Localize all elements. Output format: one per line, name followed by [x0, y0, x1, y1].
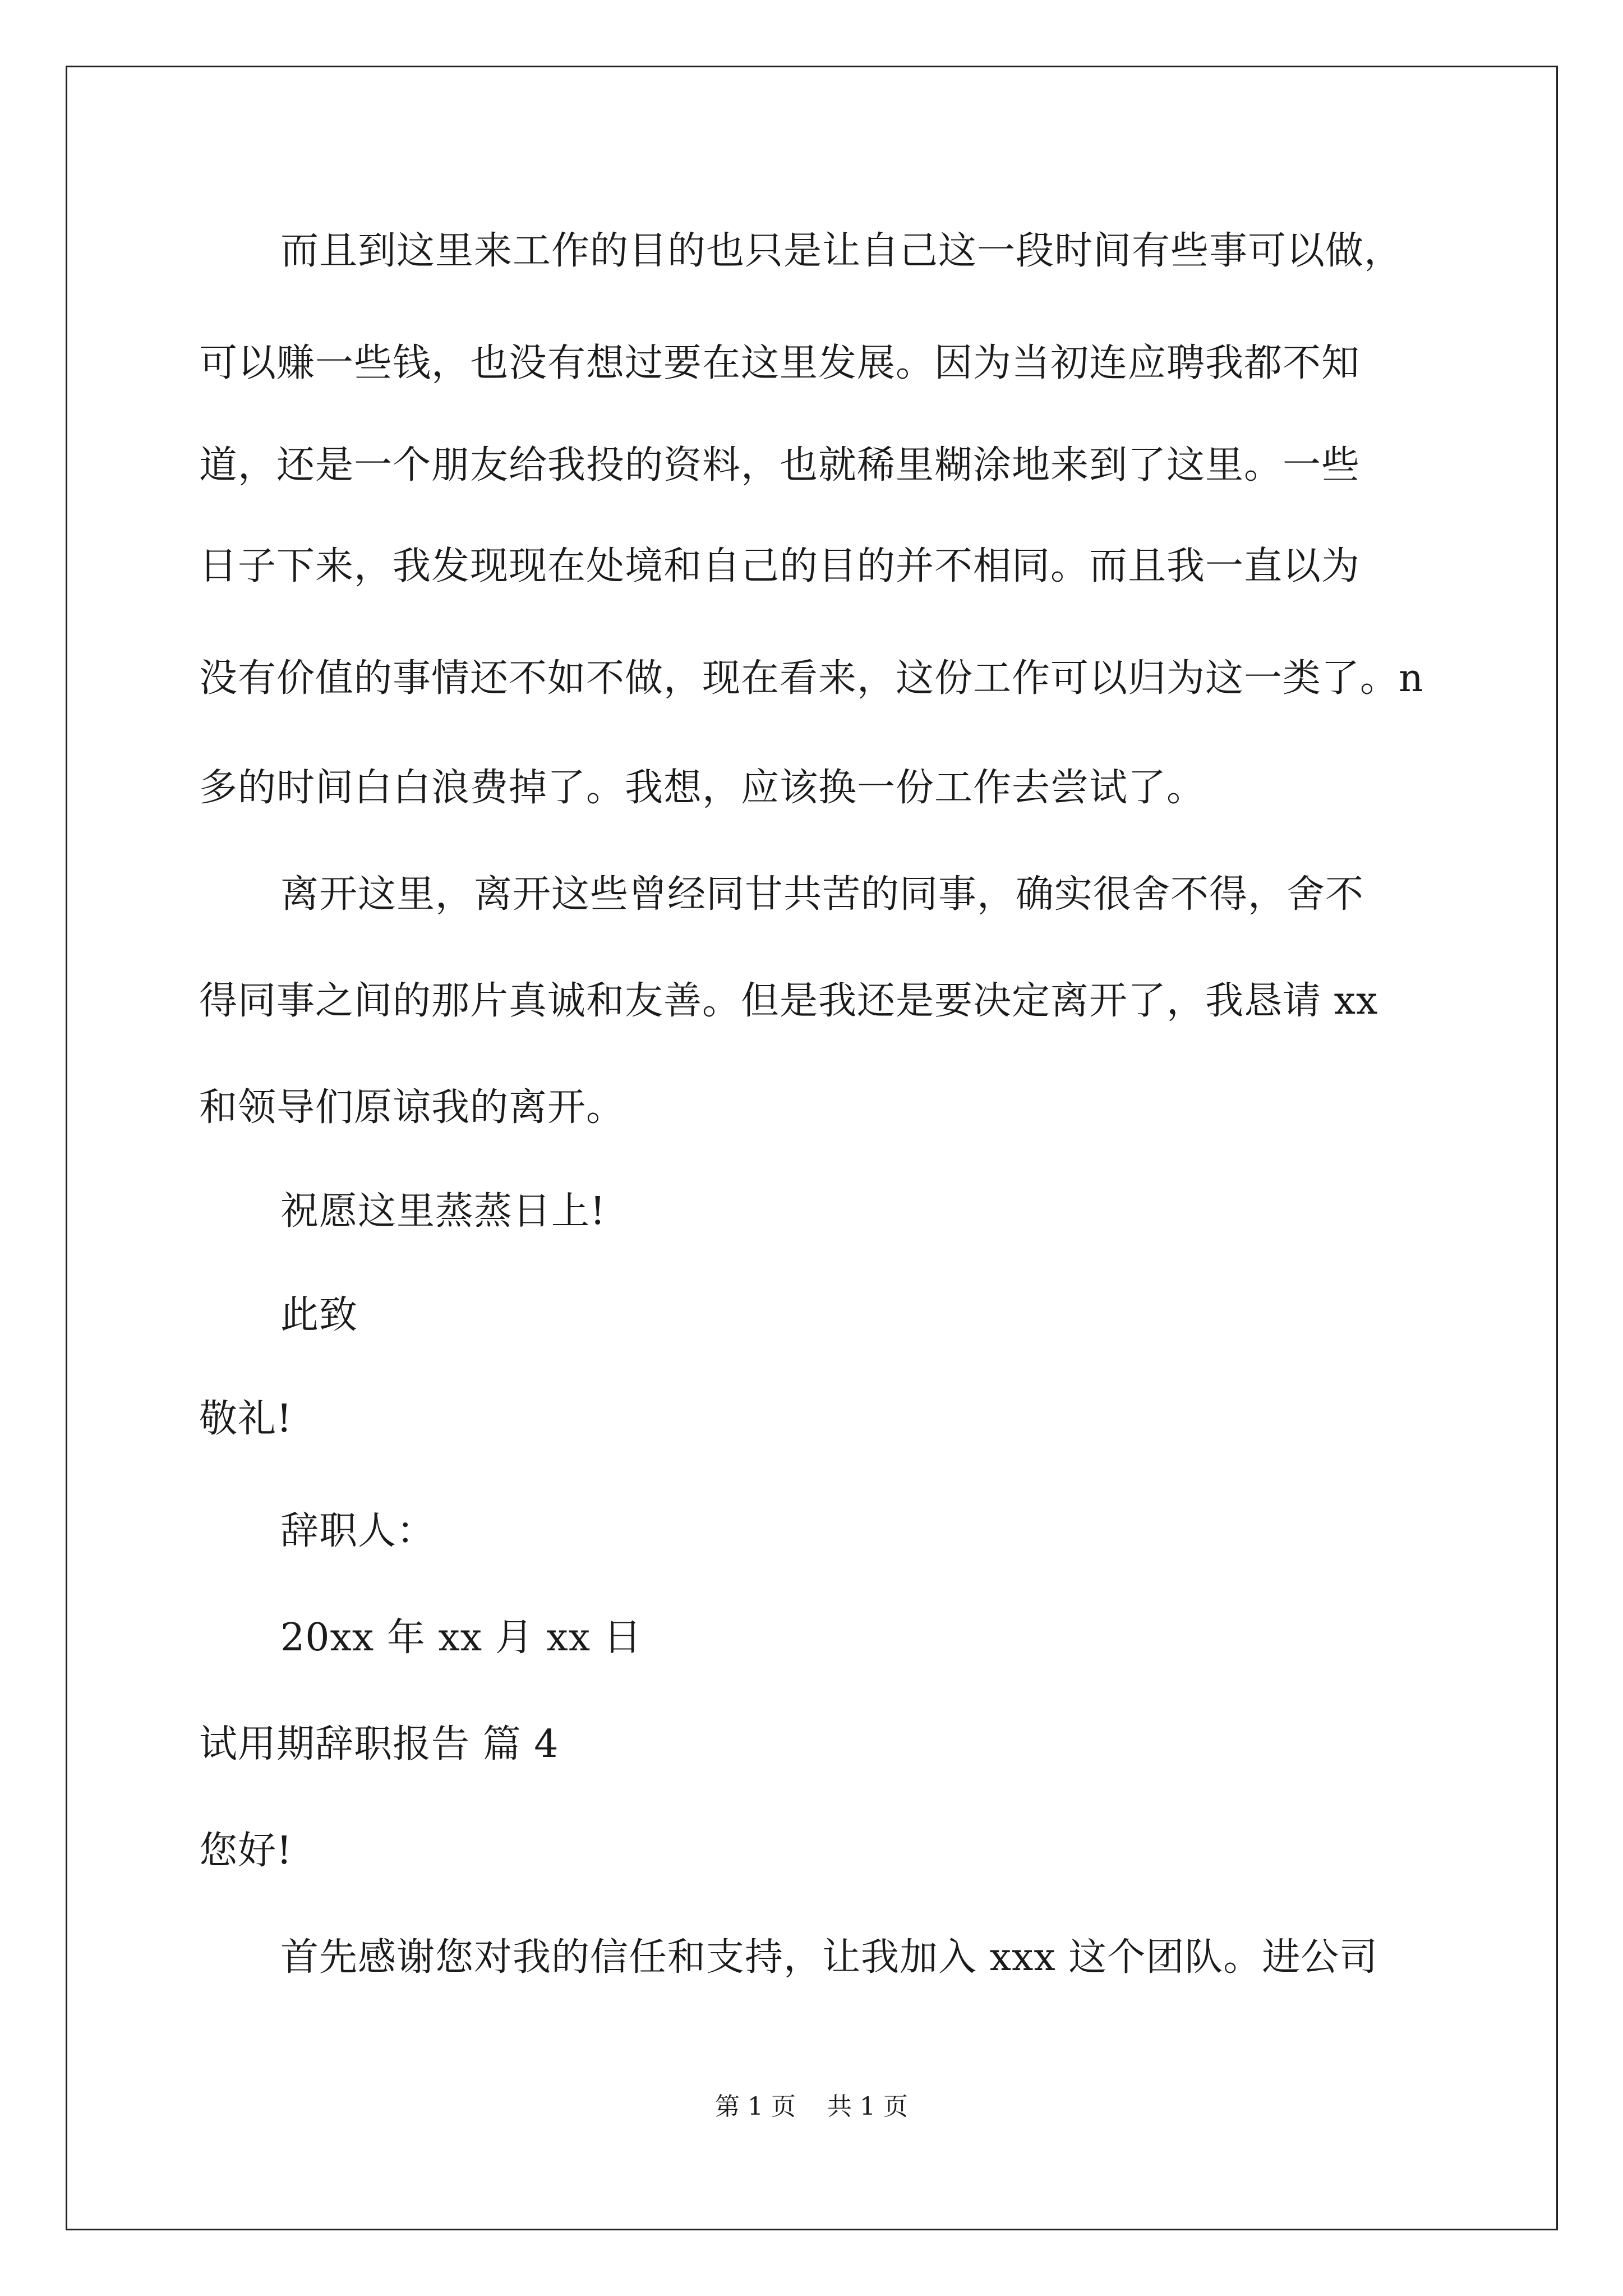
section-heading: 试用期辞职报告 篇 4 [199, 1722, 559, 1766]
paragraph-line-17: 首先感谢您对我的信任和支持，让我加入 xxx 这个团队。进公司 [280, 1935, 1378, 1980]
paragraph-line-8: 得同事之间的那片真诚和友善。但是我还是要决定离开了，我恳请 xx [199, 979, 1378, 1023]
paragraph-line-7: 离开这里，离开这些曾经同甘共苦的同事，确实很舍不得，舍不 [280, 872, 1364, 917]
date-line: 20xx 年 xx 月 xx 日 [280, 1616, 642, 1660]
paragraph-line-9: 和领导们原谅我的离开。 [199, 1085, 625, 1130]
paragraph-line-2: 可以赚一些钱，也没有想过要在这里发展。因为当初连应聘我都不知 [199, 341, 1361, 385]
paragraph-line-5: 没有价值的事情还不如不做，现在看来，这份工作可以归为这一类了。n [199, 656, 1424, 701]
greeting-line: 您好! [199, 1829, 293, 1873]
page-footer: 第 1 页 共 1 页 [715, 2092, 908, 2121]
wish-line: 祝愿这里蒸蒸日上! [280, 1189, 606, 1234]
resigner-line: 辞职人： [280, 1509, 436, 1553]
regards-line: 敬礼! [199, 1397, 293, 1441]
paragraph-line-1: 而且到这里来工作的目的也只是让自己这一段时间有些事可以做， [280, 229, 1403, 273]
paragraph-line-3: 道，还是一个朋友给我投的资料，也就稀里糊涂地来到了这里。一些 [199, 443, 1361, 487]
paragraph-line-6: 多的时间白白浪费掉了。我想，应该换一份工作去尝试了。 [199, 766, 1206, 810]
salutation-line: 此致 [280, 1293, 358, 1337]
paragraph-line-4: 日子下来，我发现现在处境和自己的目的并不相同。而且我一直以为 [199, 544, 1361, 588]
page-border [66, 66, 1558, 2230]
